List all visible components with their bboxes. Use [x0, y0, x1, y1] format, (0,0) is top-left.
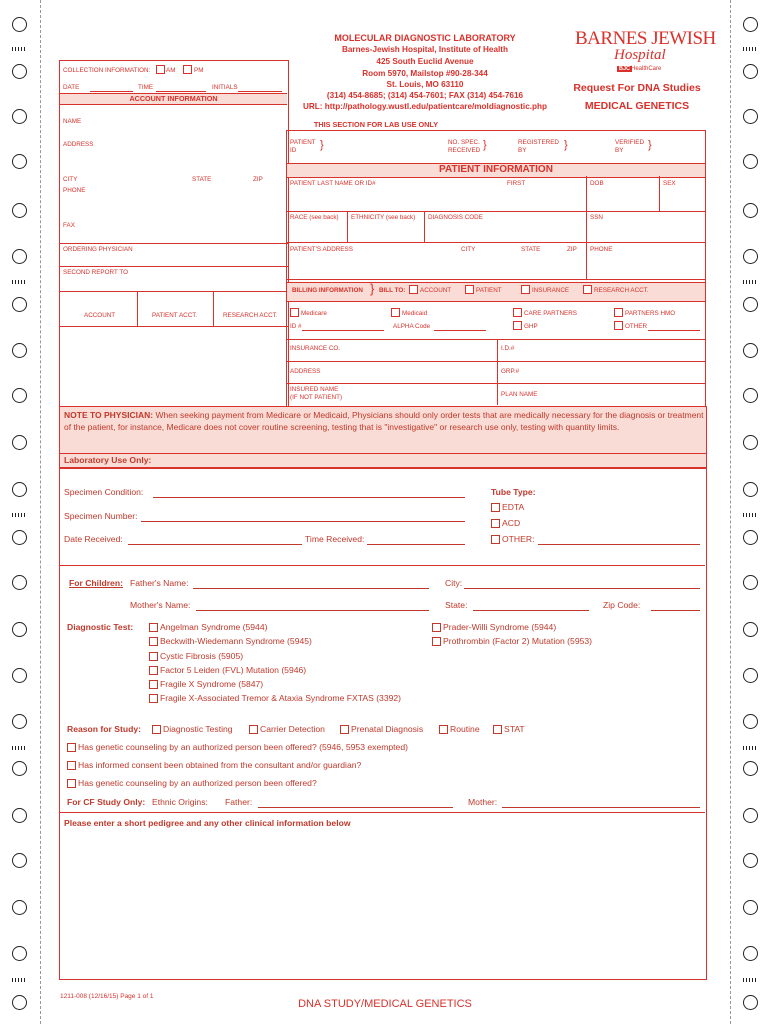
child-city-line[interactable]: [464, 588, 700, 589]
note-to-physician: [64, 409, 704, 434]
dept-title: MEDICAL GENETICS: [584, 100, 690, 112]
plan-name-label: PLAN NAME: [501, 391, 538, 398]
divider: [60, 291, 288, 292]
bill-to-label: BILL TO:: [379, 287, 406, 294]
phone-numbers: (314) 454-8685; (314) 454-7601; FAX (314) 454-7616: [326, 91, 524, 100]
routine-label: Routine: [450, 724, 480, 734]
second-report-label: SECOND REPORT TO: [63, 269, 128, 276]
child-zip-label: Zip Code:: [603, 600, 641, 610]
medicare-id-label: ID #: [290, 323, 302, 330]
cystic-fibrosis-label: Cystic Fibrosis (5905): [160, 651, 244, 661]
street-address: 425 South Euclid Avenue: [376, 57, 474, 66]
account-info-title: ACCOUNT INFORMATION: [129, 94, 218, 103]
reason-for-study-label: Reason for Study:: [67, 724, 142, 734]
divider: [60, 266, 288, 267]
divider: [213, 291, 214, 326]
feed-hole: [12, 109, 27, 124]
prader-willi-label: Prader-Willi Syndrome (5944): [443, 622, 557, 632]
insured-name-label-2: (IF NOT PATIENT): [290, 394, 343, 401]
feed-hole: [743, 297, 758, 312]
note-body: When seeking payment from Medicare or Medicaid, Physicians should only order tests that are medically necessary for the diagnosis or treatment of the patient, for instance, Medicare does not cover routine screening, testing that is "investigative" or research use only, testing with quantity limits.: [64, 410, 704, 433]
feed-hole: [743, 530, 758, 545]
prenatal-diagnosis-label: Prenatal Diagnosis: [351, 724, 424, 734]
feed-hole: [743, 203, 758, 218]
care-partners-checkbox[interactable]: [513, 308, 524, 318]
tear-mark: [12, 513, 26, 517]
group-number-label: GRP.#: [501, 368, 520, 375]
account-state-label: STATE: [192, 176, 212, 183]
collection-time-label: TIME: [138, 84, 154, 91]
tear-mark: [743, 513, 757, 517]
divider: [497, 339, 498, 405]
cf-mother-label: Mother:: [468, 797, 498, 807]
brace: }: [648, 139, 652, 151]
feed-hole: [743, 668, 758, 683]
brace: }: [564, 139, 568, 151]
medicare-checkbox[interactable]: [290, 308, 301, 318]
feed-hole: [743, 853, 758, 868]
divider: [60, 243, 288, 244]
account-city-label: CITY: [63, 176, 78, 183]
medicare-id-line[interactable]: [302, 330, 384, 331]
pm-checkbox[interactable]: [183, 65, 194, 75]
am-label: AM: [166, 67, 176, 74]
tear-mark: [743, 280, 757, 284]
mother-name-line[interactable]: [196, 610, 429, 611]
partners-hmo-label: PARTNERS HMO: [625, 310, 676, 317]
logo-healthcare: HealthCare: [631, 66, 662, 72]
patient-sex-label: SEX: [663, 180, 676, 187]
feed-hole: [12, 343, 27, 358]
feed-hole: [12, 17, 27, 32]
divider: [287, 279, 705, 280]
other-insurance-label: OTHER: [625, 323, 648, 330]
pedigree-instructions: Please enter a short pedigree and any other clinical information below: [64, 818, 351, 828]
tear-mark: [12, 47, 26, 51]
collection-date-label: DATE: [63, 84, 80, 91]
feed-hole: [743, 64, 758, 79]
account-address-label: ADDRESS: [63, 141, 94, 148]
account-name-label: NAME: [63, 118, 82, 125]
bill-patient-checkbox[interactable]: [465, 285, 476, 295]
account-fax-label: FAX: [63, 222, 75, 229]
logo-name: BARNES JEWISH: [575, 28, 716, 49]
feed-hole: [743, 435, 758, 450]
medicaid-label: Medicaid: [402, 310, 428, 317]
divider: [60, 326, 288, 327]
cf-mother-line[interactable]: [502, 807, 700, 808]
fragile-x-label: Fragile X Syndrome (5847): [160, 679, 264, 689]
pedigree-area[interactable]: [60, 832, 705, 977]
tear-mark: [743, 978, 757, 982]
date-received-label: Date Received:: [64, 534, 123, 544]
account-type-account: ACCOUNT: [84, 312, 116, 319]
feed-hole: [12, 297, 27, 312]
initials-label: INITIALS: [212, 84, 238, 91]
divider: [659, 176, 660, 212]
brace: }: [320, 139, 324, 151]
prothrombin-label: Prothrombin (Factor 2) Mutation (5953): [443, 636, 593, 646]
father-name-label: Father's Name:: [130, 578, 189, 588]
medicaid-checkbox[interactable]: [391, 308, 402, 318]
partners-hmo-checkbox[interactable]: [614, 308, 625, 318]
insurance-id-label: I.D.#: [501, 345, 515, 352]
cf-father-label: Father:: [225, 797, 253, 807]
feed-hole: [743, 109, 758, 124]
ghp-label: GHP: [524, 323, 538, 330]
diagnostic-testing-label: Diagnostic Testing: [163, 724, 233, 734]
verified-label-1: VERIFIED: [615, 139, 645, 146]
account-zip-label: ZIP: [253, 176, 263, 183]
ghp-checkbox[interactable]: [513, 321, 524, 331]
feed-hole: [743, 946, 758, 961]
cf-father-line[interactable]: [258, 807, 453, 808]
child-state-line[interactable]: [473, 610, 589, 611]
specimen-number-line[interactable]: [141, 521, 465, 522]
bill-insurance-label: INSURANCE: [532, 287, 570, 294]
feed-hole: [743, 482, 758, 497]
diagnosis-code-label: DIAGNOSIS CODE: [428, 214, 483, 221]
logo-bjc: BJC: [619, 66, 631, 72]
edta-label: EDTA: [502, 502, 525, 512]
feed-hole: [12, 435, 27, 450]
care-partners-label: CARE PARTNERS: [524, 310, 577, 317]
lab-url[interactable]: URL: http://pathology.wustl.edu/patientcare/moldiagnostic.php: [302, 102, 548, 111]
bill-account-label: ACCOUNT: [420, 287, 452, 294]
divider: [137, 291, 138, 326]
form-number: 1211-008 (12/16/15) Page 1 of 1: [60, 993, 154, 1000]
collection-time-line[interactable]: [156, 91, 206, 92]
for-children-label: For Children:: [69, 578, 123, 588]
brace: }: [370, 281, 375, 296]
account-type-patient: PATIENT ACCT.: [152, 312, 198, 319]
tear-mark: [12, 746, 26, 750]
patient-phone-label: PHONE: [590, 246, 613, 253]
feed-hole: [743, 995, 758, 1010]
feed-hole: [12, 154, 27, 169]
other-insurance-line[interactable]: [648, 330, 700, 331]
time-received-line[interactable]: [367, 544, 465, 545]
patient-id-label-1: PATIENT: [290, 139, 316, 146]
feed-hole: [743, 622, 758, 637]
child-zip-line[interactable]: [651, 610, 700, 611]
fxtas-label: Fragile X-Associated Tremor & Ataxia Syndrome FXTAS (3392): [160, 693, 402, 703]
collection-info-label: COLLECTION INFORMATION:: [63, 67, 151, 74]
date-received-line[interactable]: [128, 544, 302, 545]
footer-title: DNA STUDY/MEDICAL GENETICS: [298, 998, 472, 1010]
feed-hole: [12, 761, 27, 776]
feed-hole: [12, 900, 27, 915]
patient-dob-label: DOB: [590, 180, 604, 187]
feed-hole: [743, 900, 758, 915]
divider: [424, 211, 425, 242]
carrier-detection-label: Carrier Detection: [260, 724, 325, 734]
acd-label: ACD: [502, 518, 521, 528]
lab-name: MOLECULAR DIAGNOSTIC LABORATORY: [334, 33, 516, 43]
institute: Barnes-Jewish Hospital, Institute of Health: [341, 45, 509, 54]
no-spec-label-2: RECEIVED: [448, 147, 481, 154]
feed-hole: [12, 575, 27, 590]
brace: }: [483, 139, 487, 151]
patient-last-name-label: PATIENT LAST NAME OR ID#: [290, 180, 376, 187]
time-received-label: Time Received:: [305, 534, 365, 544]
factor5-label: Factor 5 Leiden (FVL) Mutation (5946): [160, 665, 307, 675]
feed-hole: [12, 203, 27, 218]
bill-account-checkbox[interactable]: [409, 285, 420, 295]
feed-hole: [743, 714, 758, 729]
logo-hospital: Hospital: [614, 47, 666, 63]
registered-label-1: REGISTERED: [518, 139, 559, 146]
request-title: Request For DNA Studies: [573, 82, 701, 94]
feed-hole: [12, 249, 27, 264]
other-tube-line[interactable]: [538, 544, 700, 545]
ethnic-origins-label: Ethnic Origins:: [152, 797, 208, 807]
ssn-label: SSN: [590, 214, 603, 221]
alpha-code-line[interactable]: [434, 330, 486, 331]
ordering-physician-label: ORDERING PHYSICIAN: [63, 246, 133, 253]
father-name-line[interactable]: [193, 588, 429, 589]
feed-hole: [12, 995, 27, 1010]
feed-hole: [743, 343, 758, 358]
insurance-co-label: INSURANCE CO.: [290, 345, 341, 352]
city-state: St. Louis, MO 63110: [386, 80, 464, 89]
verified-label-2: BY: [615, 147, 624, 154]
insured-name-label-1: INSURED NAME: [290, 386, 339, 393]
counseling-offered-2-label: Has genetic counseling by an authorized person been offered?: [78, 778, 317, 788]
room: Room 5970, Mailstop #90-28-344: [362, 69, 488, 78]
feed-hole: [12, 388, 27, 403]
tear-mark: [743, 746, 757, 750]
patient-state-label: STATE: [521, 246, 541, 253]
feed-hole: [743, 249, 758, 264]
divider: [287, 211, 705, 212]
race-label: RACE (see back): [290, 214, 339, 221]
account-phone-label: PHONE: [63, 187, 86, 194]
divider: [287, 339, 705, 340]
specimen-condition-label: Specimen Condition:: [64, 487, 144, 497]
lab-use-only-title: Laboratory Use Only:: [64, 455, 152, 465]
feed-hole: [743, 761, 758, 776]
feed-hole: [12, 853, 27, 868]
patient-city-label: CITY: [461, 246, 476, 253]
feed-hole: [743, 808, 758, 823]
informed-consent-label: Has informed consent been obtained from the consultant and/or guardian?: [78, 760, 362, 770]
patient-first-label: FIRST: [507, 180, 526, 187]
divider: [586, 211, 587, 242]
other-insurance-checkbox[interactable]: [614, 321, 625, 331]
ethnicity-label: ETHNICITY (see back): [351, 214, 416, 221]
feed-hole: [12, 714, 27, 729]
child-state-label: State:: [445, 600, 468, 610]
feed-hole: [12, 530, 27, 545]
collection-date-line[interactable]: [90, 91, 133, 92]
feed-hole: [743, 154, 758, 169]
patient-info-title: PATIENT INFORMATION: [439, 164, 553, 175]
divider: [586, 176, 587, 212]
divider: [60, 565, 705, 566]
bill-insurance-checkbox[interactable]: [521, 285, 532, 295]
feed-hole: [743, 17, 758, 32]
divider: [586, 242, 587, 279]
tear-mark: [743, 47, 757, 51]
stat-label: STAT: [504, 724, 525, 734]
account-type-research: RESEARCH ACCT.: [223, 312, 278, 319]
note-heading: NOTE TO PHYSICIAN:: [64, 410, 154, 420]
feed-hole: [12, 668, 27, 683]
feed-hole: [12, 482, 27, 497]
patient-address-label: PATIENT'S ADDRESS: [290, 246, 353, 253]
account-panel: [59, 60, 289, 407]
feed-hole: [12, 808, 27, 823]
right-perforation: [730, 0, 731, 1024]
divider: [60, 812, 705, 813]
feed-hole: [743, 388, 758, 403]
tear-mark: [12, 978, 26, 982]
initials-line[interactable]: [238, 91, 282, 92]
no-spec-label-1: NO. SPEC.: [448, 139, 480, 146]
cf-study-label: For CF Study Only:: [67, 797, 146, 807]
tube-type-label: Tube Type:: [491, 487, 536, 497]
mother-name-label: Mother's Name:: [130, 600, 191, 610]
divider: [287, 361, 705, 362]
feed-hole: [743, 575, 758, 590]
medicare-label: Medicare: [301, 310, 327, 317]
divider: [287, 242, 705, 243]
divider: [347, 211, 348, 242]
bill-research-checkbox[interactable]: [583, 285, 594, 295]
left-perforation: [40, 0, 41, 1024]
angelman-label: Angelman Syndrome (5944): [160, 622, 268, 632]
bill-patient-label: PATIENT: [476, 287, 502, 294]
pm-label: PM: [194, 67, 204, 74]
lab-use-title: THIS SECTION FOR LAB USE ONLY: [313, 120, 439, 129]
beckwith-label: Beckwith-Wiedemann Syndrome (5945): [160, 636, 312, 646]
specimen-number-label: Specimen Number:: [64, 511, 138, 521]
counseling-offered-label: Has genetic counseling by an authorized person been offered? (5946, 5953 exempted): [78, 742, 408, 752]
feed-hole: [12, 64, 27, 79]
diagnostic-test-label: Diagnostic Test:: [67, 622, 134, 632]
divider: [287, 383, 705, 384]
tear-mark: [12, 280, 26, 284]
billing-label: BILLING INFORMATION: [292, 287, 363, 294]
other-tube-label: OTHER:: [502, 534, 535, 544]
patient-zip-label: ZIP: [567, 246, 577, 253]
child-city-label: City:: [445, 578, 463, 588]
alpha-code-label: ALPHA Code: [393, 323, 431, 330]
bill-research-label: RESEARCH ACCT.: [594, 287, 649, 294]
feed-hole: [12, 622, 27, 637]
insurance-address-label: ADDRESS: [290, 368, 321, 375]
patient-id-label-2: ID: [290, 147, 297, 154]
feed-hole: [12, 946, 27, 961]
registered-label-2: BY: [518, 147, 527, 154]
specimen-condition-line[interactable]: [153, 497, 465, 498]
